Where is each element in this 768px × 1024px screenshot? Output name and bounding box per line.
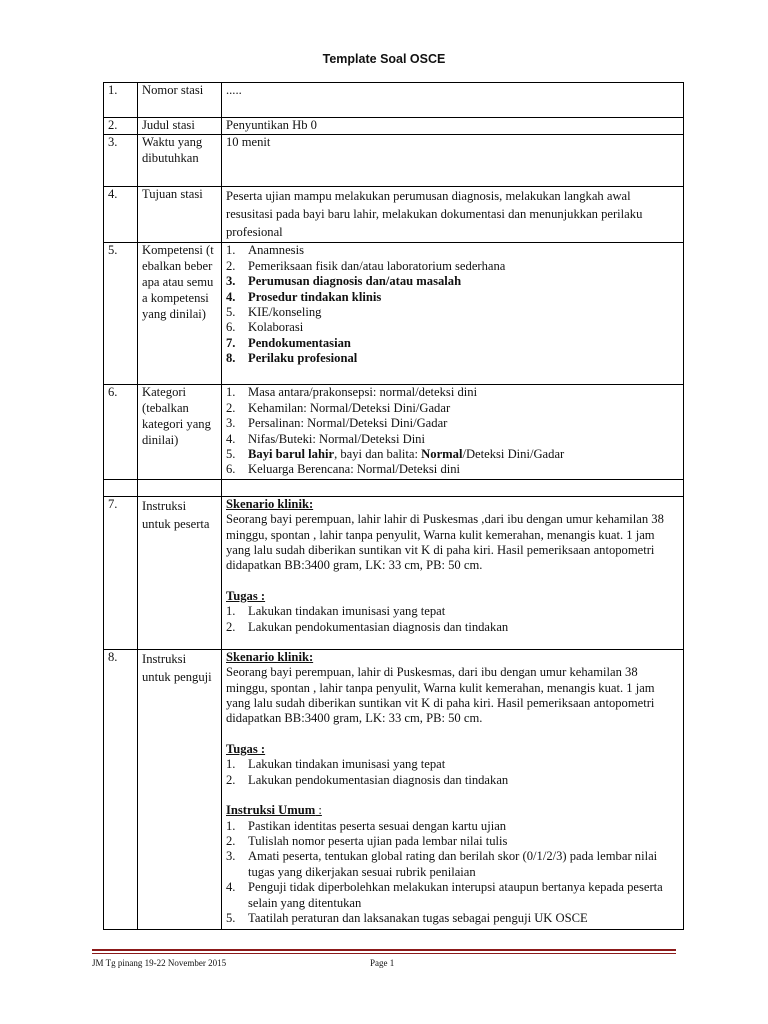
row-number: 3. [104, 135, 138, 187]
row-label: Waktu yang dibutuhkan [138, 135, 222, 187]
row-value [222, 496, 684, 649]
row-value [222, 649, 684, 929]
table-row [104, 118, 684, 135]
footer-rule [92, 949, 676, 951]
row-number: 1. [104, 83, 138, 118]
list-item: 2. Pemeriksaan fisik dan/atau laboratorium sederhana [226, 258, 506, 273]
row-label: Judul stasi [138, 118, 222, 135]
empty-row [104, 479, 684, 496]
tasks-heading: Tugas : [226, 588, 266, 603]
row-number: 2. [104, 118, 138, 135]
general-instructions-list [226, 819, 679, 927]
list-item: 1. Lakukan tindakan imunisasi yang tepat [226, 757, 446, 772]
list-item: 5. Taatilah peraturan dan laksanakan tugas sebagai penguji UK OSCE [226, 910, 588, 925]
scenario-text: Seorang bayi perempuan, lahir lahir di Puskesmas ,dari ibu dengan umur kehamilan 38 minggu, spontan , lahir tanpa penyulit, Warna kulit kemerahan, menangis kuat. 1 jam yang lalu sudah diberikan suntikan vit K di paha kiri. Hasil pemeriksaan antopometri didapatkan BB:3400 gram, LK: 33 cm, PB: 50 cm. [226, 512, 664, 573]
row-label: Instruksi untuk peserta [138, 496, 222, 649]
footer-text: JM Tg pinang 19-22 November 2015 [92, 958, 227, 968]
list-item: 2. Lakukan pendokumentasian diagnosis dan tindakan [226, 619, 509, 634]
footer-rule-thin [92, 953, 676, 954]
table-row [104, 243, 684, 385]
list-item: 6. Keluarga Berencana: Normal/Deteksi dini [226, 462, 461, 477]
row-label: Instruksi untuk penguji [138, 649, 222, 929]
page-number: Page 1 [370, 958, 395, 968]
row-value: Penyuntikan Hb 0 [222, 118, 684, 135]
row-number: 8. [104, 649, 138, 929]
page-title: Template Soal OSCE [322, 52, 446, 66]
row-number: 7. [104, 496, 138, 649]
osce-template-table [103, 82, 684, 930]
table-row [104, 649, 684, 929]
list-item: 3. Perumusan diagnosis dan/atau masalah [226, 274, 462, 289]
tasks-heading: Tugas : [226, 741, 266, 756]
row-label: Kategori (tebalkan kategori yang dinilai) [138, 385, 222, 479]
list-item: 5. KIE/konseling [226, 305, 322, 320]
category-list [226, 385, 679, 477]
list-item: 6. Kolaborasi [226, 320, 304, 335]
list-item: 2. Kehamilan: Normal/Deteksi Dini/Gadar [226, 400, 451, 415]
row-value [222, 385, 684, 479]
row-label: Kompetensi (tebalkan beberapa atau semua kompetensi yang dinilai) [138, 243, 222, 385]
list-item: 4. Penguji tidak diperbolehkan melakukan interupsi ataupun bertanya kepada peserta selain yang ditentukan [226, 880, 663, 910]
row-number: 4. [104, 187, 138, 243]
list-item: 1. Lakukan tindakan imunisasi yang tepat [226, 604, 446, 619]
list-item: 7. Pendokumentasian [226, 335, 351, 350]
table-row [104, 496, 684, 649]
row-label: Tujuan stasi [138, 187, 222, 243]
row-number: 5. [104, 243, 138, 385]
row-value [222, 243, 684, 385]
table-row [104, 385, 684, 479]
table-row [104, 83, 684, 118]
list-item: 4. Nifas/Buteki: Normal/Deteksi Dini [226, 431, 425, 446]
row-label: Nomor stasi [138, 83, 222, 118]
row-value: 10 menit [222, 135, 684, 187]
scenario-heading: Skenario klinik: [226, 649, 314, 664]
list-item: 5. Bayi barul lahir, bayi dan balita: Normal/Deteksi Dini/Gadar [226, 447, 565, 462]
scenario-heading: Skenario klinik: [226, 496, 314, 511]
competency-list [226, 243, 679, 366]
objective-text: Peserta ujian mampu melakukan perumusan diagnosis, melakukan langkah awal resusitasi pada bayi baru lahir, melakukan dokumentasi dan menunjukkan perilaku profesional [226, 189, 643, 240]
table-row [104, 187, 684, 243]
list-item: 1. Anamnesis [226, 243, 304, 258]
list-item: 3. Amati peserta, tentukan global rating dan berilah skor (0/1/2/3) pada lembar nilai tugas yang dikerjakan sesuai rubrik penilaian [226, 849, 658, 879]
list-item: 1. Masa antara/prakonsepsi: normal/deteksi dini [226, 385, 478, 400]
scenario-text: Seorang bayi perempuan, lahir di Puskesmas, dari ibu dengan umur kehamilan 38 minggu, spontan , lahir tanpa penyulit, Warna kulit kemerahan, menangis kuat. 1 jam yang lalu sudah diberikan suntikan vit K di paha kiri. Hasil pemeriksaan antopometri didapatkan BB:3400 gram, LK: 33 cm, PB: 50 cm. [226, 665, 655, 726]
task-list [226, 604, 679, 635]
list-item: 2. Tulislah nomor peserta ujian pada lembar nilai tulis [226, 833, 508, 848]
general-instructions-heading: Instruksi Umum : [226, 803, 322, 818]
list-item: 8. Perilaku profesional [226, 351, 358, 366]
list-item: 2. Lakukan pendokumentasian diagnosis dan tindakan [226, 772, 509, 787]
row-value: ..... [222, 83, 684, 118]
list-item: 3. Persalinan: Normal/Deteksi Dini/Gadar [226, 416, 448, 431]
row-value [222, 187, 684, 243]
list-item: 1. Pastikan identitas peserta sesuai dengan kartu ujian [226, 818, 507, 833]
list-item: 4. Prosedur tindakan klinis [226, 289, 382, 304]
table-row [104, 135, 684, 187]
task-list [226, 757, 679, 788]
row-number: 6. [104, 385, 138, 479]
